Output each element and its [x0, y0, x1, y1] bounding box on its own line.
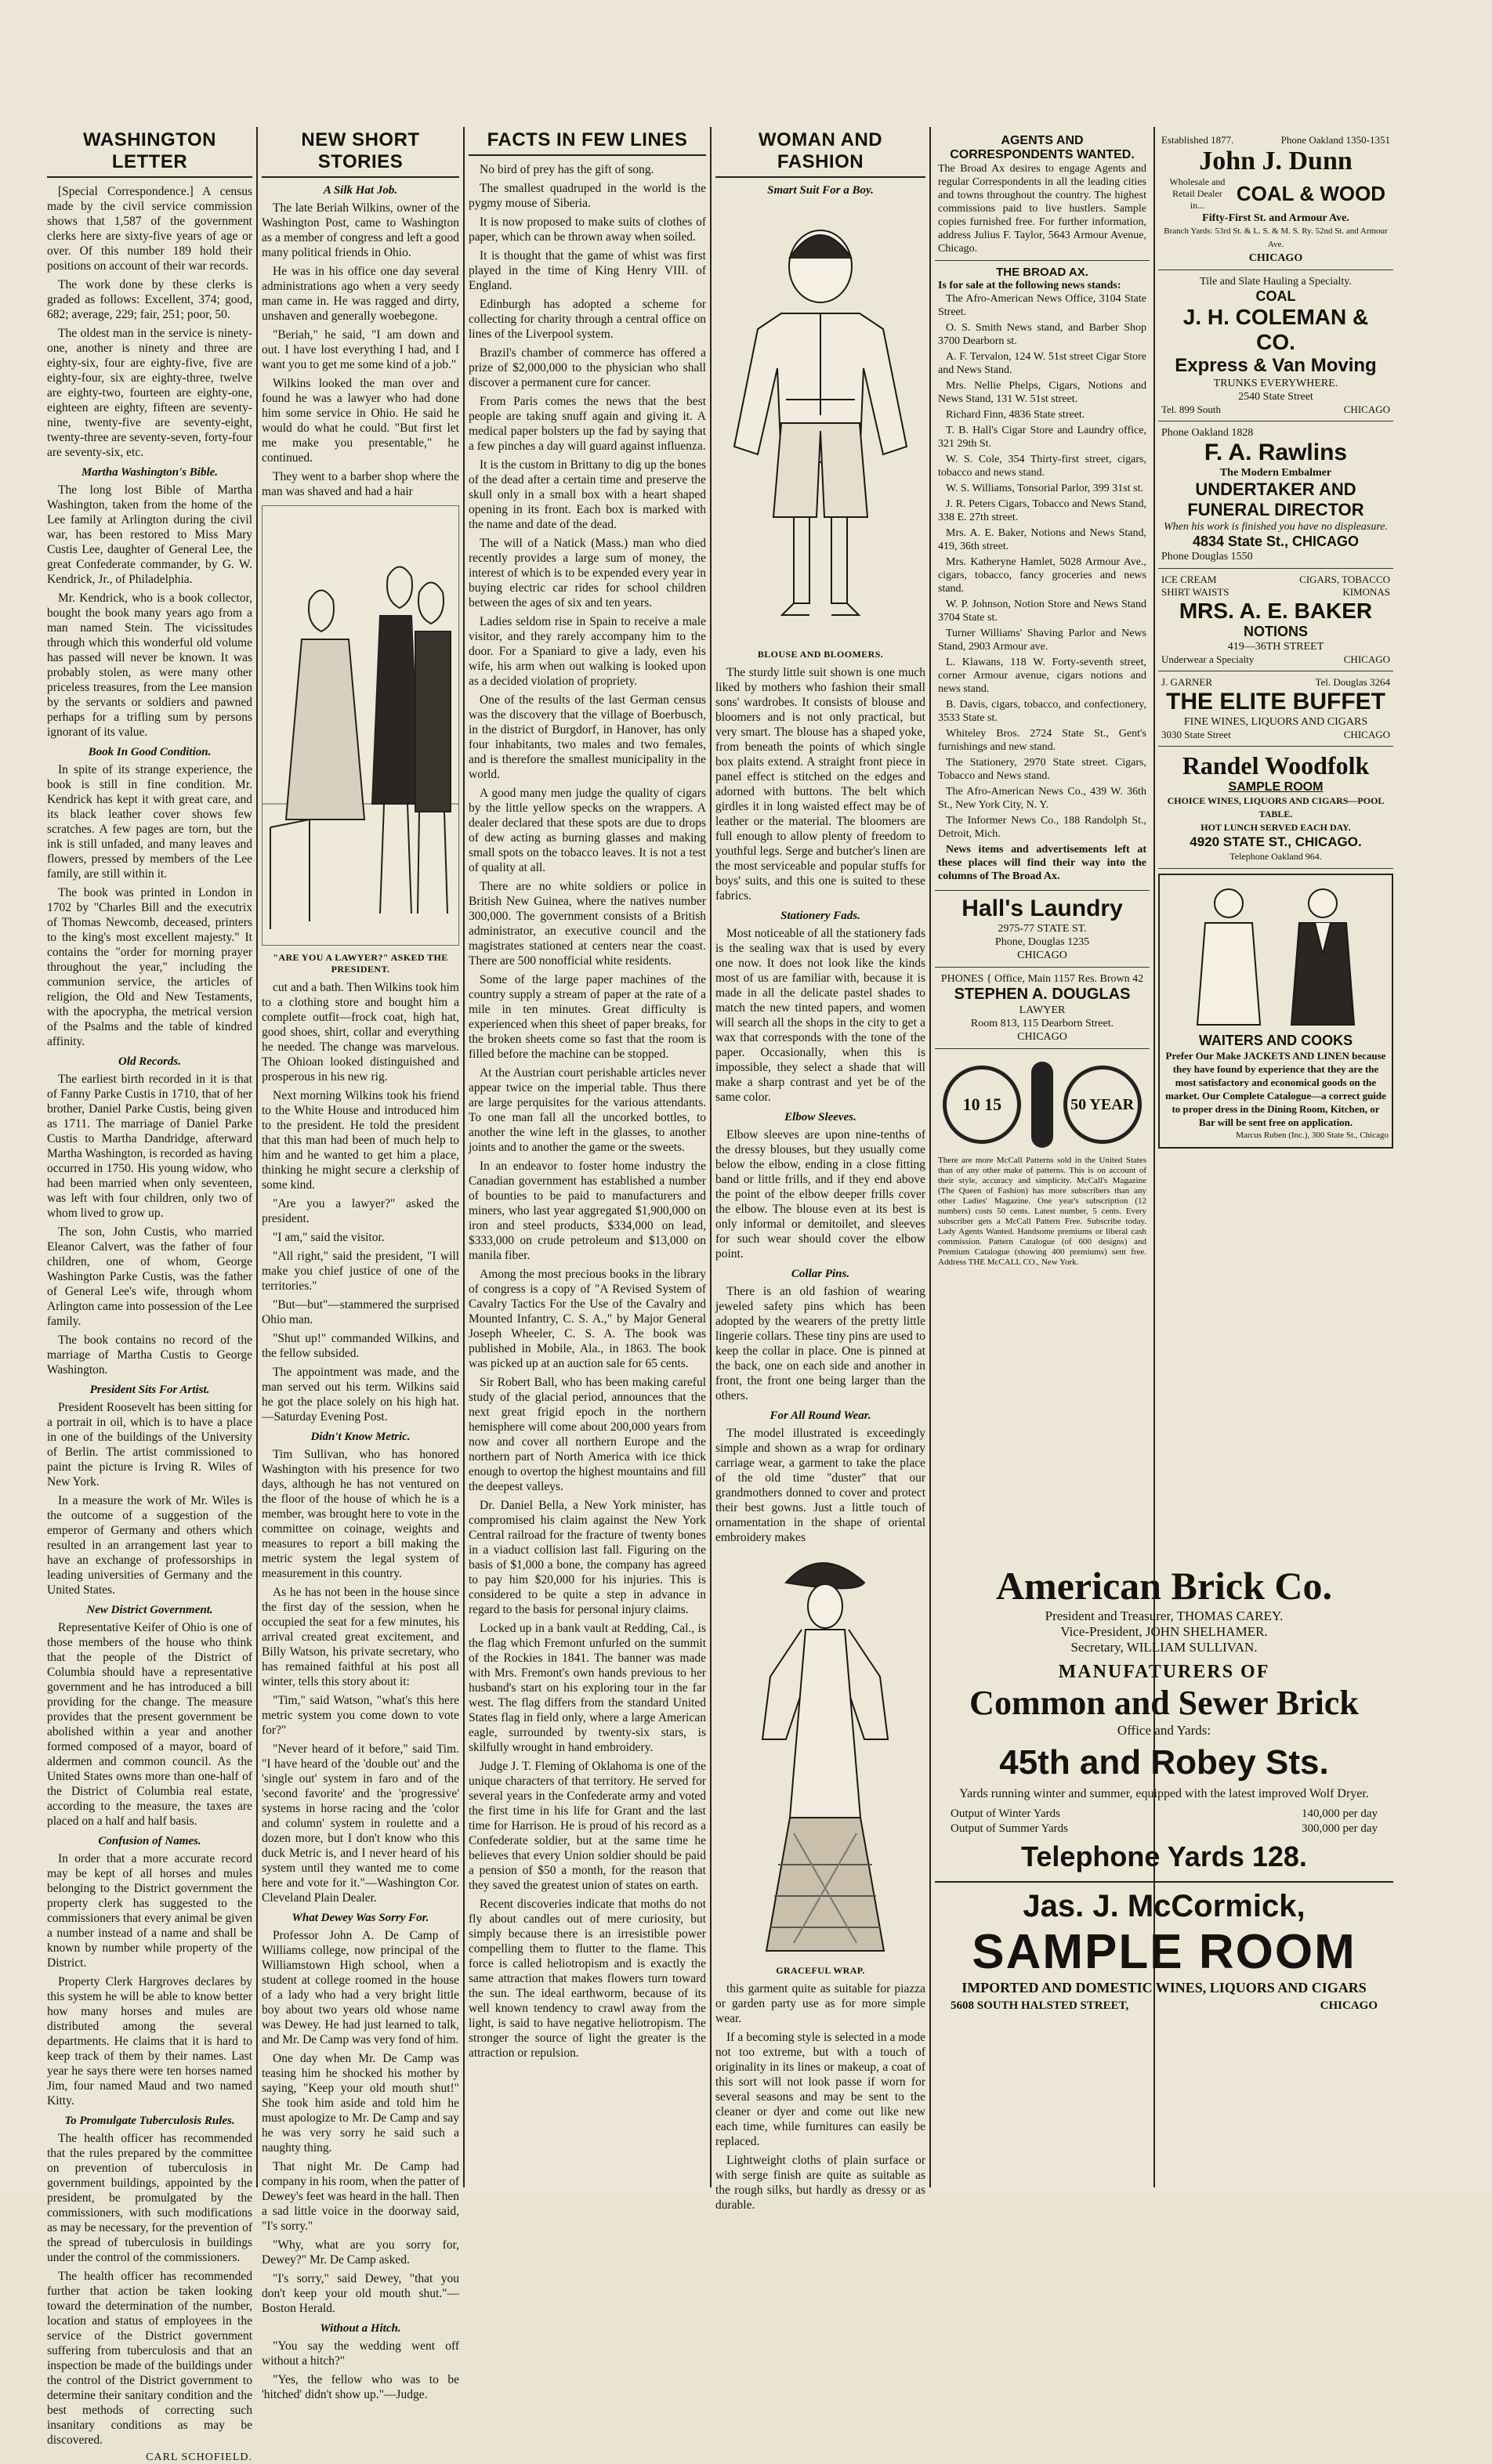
bottom-ads — [935, 1563, 1393, 2182]
halls-addr: 2975-77 STATE ST. — [998, 923, 1087, 935]
fact-paragraph: It is the custom in Brittany to dig up the bones of the dead after a certain time and preserve the skull only in a small box with a heart shaped opening in its front. Each box is marked with the name and date of the dead. — [469, 458, 706, 531]
dunn-est: Established 1877. — [1161, 134, 1234, 146]
subheading: A Silk Hat Job. — [323, 184, 398, 197]
article-paragraph: Property Clerk Hargroves declares by this system he will be able to know better how many horses and mules are distributed among the several departments. He claims that it is hard to keep track of them by their names. Last year he says there were ten horses named Jim, four named Maud and two named Kitty. — [47, 1975, 252, 2108]
illustration-boy-suit — [715, 204, 925, 642]
halls-laundry-ad — [935, 891, 1150, 968]
article-paragraph: "I am," said the visitor. — [273, 1231, 385, 1244]
woodfolk-ad — [1158, 747, 1393, 869]
waiters-text: Prefer Our Make JACKETS AND LINEN because they have found by experience that they are the most satisfactory and economical goods on the market. Our Complete Catalogue—a correct guide to proper dress in the Dining Room, Kitchen, or Bar will be sent free on application. — [1165, 1050, 1386, 1128]
rawlins-phone2: Phone Douglas 1550 — [1161, 551, 1253, 563]
subheading: Without a Hitch. — [320, 2322, 401, 2335]
subheading: Collar Pins. — [791, 1268, 850, 1280]
column-header: WOMAN AND FASHION — [715, 129, 925, 178]
fact-paragraph: Among the most precious books in the library of congress is a copy of "A Revised System of Cavalry Tactics For the Use of the Cavalry and Mounted Infantry, C. S. A.," by Major General Joseph Wheeler, C. S. A. The book was published in Mobile, Ala., in 1863. The book was picked up at an auction sale for 65 cents. — [469, 1268, 706, 1370]
agents-text: The Broad Ax desires to engage Agents and regular Correspondents in all the leading cities and towns throughout the country. The highest commissions paid to live hustlers. Sample copies furnished free. For further information, address Julius F. Taylor, 5643 Armour Avenue, Chicago. — [938, 163, 1146, 255]
stand-item: Mrs. A. E. Baker, Notions and News Stand, 419, 36th street. — [938, 527, 1146, 552]
brick-l1: President and Treasurer, THOMAS CAREY. — [1045, 1608, 1284, 1623]
men-in-office-illustration — [263, 506, 458, 945]
fact-paragraph: No bird of prey has the gift of song. — [480, 163, 654, 176]
article-paragraph: That night Mr. De Camp had company in his room, when the patter of Dewey's feet was heard in the hall. Then a sad little voice in the doorway said, "I's sorry." — [262, 2160, 459, 2233]
washington-letter-column — [47, 129, 252, 2463]
article-paragraph: As he has not been in the house since the first day of the session, when he occupied the seat for a few minutes, his arrival created great excitement, and Billy Watson, his private secretary, who has remained faithful at his post all winter, tells this story about it: — [262, 1586, 459, 1688]
fact-paragraph: The will of a Natick (Mass.) man who died recently provides a large sum of money, the interest of which is to be expended every year in buying electric car rides for school children between the ages of six and ten years. — [469, 537, 706, 610]
agents-ad — [935, 129, 1150, 261]
illustration-caption: BLOUSE AND BLOOMERS. — [757, 649, 884, 660]
article-paragraph: Elbow sleeves are upon nine-tenths of the dressy blouses, but they usually come below the elbow, ending in a close fitting band or little frills, and if they end above the point of the elbow deeper frills cover the elbow. The blouse even at its best is only informal or demitoilet, and sleeves for such wear should cover the elbow point. — [715, 1128, 925, 1261]
article-paragraph: The sturdy little suit shown is one much liked by mothers who fashion their small sons' wardrobes. It consists of blouse and bloomers and is not only practical, but very smart. The blouse has a shaped yoke, from beneath the points of which single box plaits extend. A straight front piece in panel effect is stitched on the edges and adorned with buttons. The belt which girdles it in long waisted effect may be of leather or the material. The bloomers are full enough to allow plenty of freedom to youthful legs. Serge and butcher's linen are the most serviceable and popular stuffs for boys' suits, and this one is suited to these fabrics. — [715, 666, 925, 903]
douglas-lawyer-ad — [935, 968, 1150, 1049]
article-paragraph: [Special Correspondence.] A census made by the civil service commission shows that 1,587 of the government clerks here are sixty-five years of age or over. Of this number 189 hold their positions on account of their war records. — [47, 185, 252, 273]
dunn-name: John J. Dunn — [1199, 147, 1353, 175]
article-paragraph: The book contains no record of the marriage of Martha Custis to George Washington. — [47, 1333, 252, 1377]
brick-tel: Telephone Yards 128. — [1021, 1840, 1307, 1872]
elite-buffet-ad — [1158, 671, 1393, 747]
baker-addr: 419—36TH STREET — [1227, 641, 1324, 653]
article-paragraph: Mr. Kendrick, who is a book collector, bought the book many years ago from a man named Stein. The vicissitudes through which this wonderful old volume has passed will never be known. It was probably stolen, as were many other priceless treasures, from the Lee mansion by the servants or soldiers and pawned perhaps for a trifling sum by persons ignorant of its value. — [47, 592, 252, 739]
article-paragraph: In order that a more accurate record may be kept of all horses and mules belonging to the District government the property clerk has suggested to the commissioners that every animal be given a number instead of a name and shall be known by number while property of the District. — [47, 1852, 252, 1970]
facts-column — [469, 129, 706, 2182]
baker-notions: NOTIONS — [1243, 624, 1308, 639]
mccall-ad — [935, 1049, 1150, 1272]
stand-item: W. S. Cole, 354 Thirty-first street, cigars, tobacco and news stand. — [938, 454, 1146, 479]
article-paragraph: "You say the wedding went off without a hitch?" — [262, 2339, 459, 2368]
brick-title: American Brick Co. — [995, 1564, 1333, 1608]
article-paragraph: The late Beriah Wilkins, owner of the Washington Post, came to Washington as a member of congress and left a good many political friends in Ohio. — [262, 201, 459, 259]
baker-name: MRS. A. E. BAKER — [1179, 599, 1373, 623]
article-paragraph: "But—but"—stammered the surprised Ohio man. — [262, 1298, 459, 1326]
dunn-phone: Phone Oakland 1350-1351 — [1280, 134, 1390, 146]
baker-under: Underwear a Specialty — [1161, 653, 1255, 665]
douglas-name: STEPHEN A. DOUGLAS — [954, 986, 1131, 1003]
fact-paragraph: At the Austrian court perishable articles never appear twice on the imperial table. Thus there are large perquisites for the various attendants. To one man fall all the uncorked bottles, to another the wine left in the glasses, to another joints and to another the game or the sweets. — [469, 1066, 706, 1154]
article-paragraph: The oldest man in the service is ninety-one, another is ninety and three are eighty-six, four are eighty-five, five are eighty-four, six are eighty-three, twelve are eighty-two, fourteen are eighty-one, eighteen are eighty, fifteen are seventy-nine, twenty-five are seventy-eight, twenty-three are seventy-seven, forty-four are seventy-six, etc. — [47, 327, 252, 459]
brick-addr: 45th and Robey Sts. — [999, 1743, 1329, 1782]
fact-paragraph: Brazil's chamber of commerce has offered a prize of $2,000,000 to the physician who shall discover a permanent cure for cancer. — [469, 346, 706, 389]
fact-paragraph: There are no white soldiers or police in British New Guinea, where the natives number 300,000. The government consists of a British administrator, an executive council and the magistrates stationed at centers near the coast. There are 500 nonofficial white residents. — [469, 880, 706, 968]
fact-paragraph: Judge J. T. Fleming of Oklahoma is one of the unique characters of that territory. He served for several years in the Confederate army and voted the first time in his life for Grant and the last time for Harrison. He is proud of his record as a Confederate soldier, but at the same time he believes that every Union soldier should be paid a pension of $50 a month, for the reason that they saved the greatest union of states on earth. — [469, 1760, 706, 1892]
baker-ad — [1158, 569, 1393, 671]
subheading: Stationery Fads. — [780, 910, 860, 922]
boy-in-blouse-illustration — [715, 204, 925, 642]
mccormick-ad — [935, 1883, 1393, 2013]
article-paragraph: The earliest birth recorded in it is that of Fanny Parke Custis in 1710, that of her brother, Daniel Parke Custis, being given as 1711. The marriage of Daniel Parke Custis to Martha Dandridge, afterward Martha Washington, is recorded as having occurred in 1750. His young widow, who had been married when only seventeen, was left with four children, only two of whom lived to grow up. — [47, 1073, 252, 1220]
fact-paragraph: In an endeavor to foster home industry the Canadian government has established a number of bounties to be paid to manufacturers and miners, who last year aggregated $1,900,000 on iron and steel products, $334,000 on lead, $333,000 on crude petroleum and $13,000 on manila fiber. — [469, 1160, 706, 1262]
mccall-text: There are more McCall Patterns sold in the United States than of any other make of patterns. This is on account of their style, accuracy and simplicity. McCall's Magazine (The Queen of Fashion) has more subscribers than any other Ladies' Magazine. One year's subscription (12 numbers) costs 50 cents. Latest number, 5 cents. Every subscriber gets a McCall Pattern Free. Subscribe today. Lady Agents Wanted. Handsome premiums or liberal cash commission. Pattern Catalogue (of 600 designs) and Premium Catalogue (showing 400 premiums) sent free. Address THE McCALL CO., New York. — [938, 1156, 1146, 1267]
article-paragraph: The health officer has recommended further that action be taken looking toward the determination of the number, location and status of employees in the service of the District government suffering from tuberculosis and that an inspection be made of the buildings under the control of the District government to determine their sanitary condition and the best methods of correcting such insanitary conditions as may be discovered. — [47, 2270, 252, 2447]
article-paragraph: Next morning Wilkins took his friend to the White House and introduced him to the president. He told the president that this man had been of much help to him and he wanted to get him a place, thinking he might secure a clerkship of some kind. — [262, 1089, 459, 1192]
article-paragraph: They went to a barber shop where the man was shaved and had a hair — [262, 470, 459, 498]
waiters-illustration — [1166, 880, 1385, 1029]
article-paragraph: One day when Mr. De Camp was teasing him he shocked his mother by saying, "Keep your old mouth shut!" She took him aside and told him he must apologize to Mr. De Camp and say he was very sorry he said such a naughty thing. — [262, 2052, 459, 2155]
article-paragraph: The appointment was made, and the man served out his term. Wilkins said he got the place solely on his high hat. —Saturday Evening Post. — [262, 1366, 459, 1424]
woodfolk-tel: Telephone Oakland 964. — [1229, 851, 1322, 862]
dunn-wholesale: Wholesale and Retail Dealer in... — [1169, 176, 1226, 211]
woodfolk-addr: 4920 STATE ST., CHICAGO. — [1190, 834, 1362, 849]
article-paragraph: The model illustrated is exceedingly simple and shown as a wrap for ordinary carriage wear, a garment to take the place of the old time "duster" that our grandmothers donned to cover and protect their best gowns. Just a little touch of ornamentation in the shape of oriental embroidery makes — [715, 1427, 925, 1544]
stand-item: The Informer News Co., 188 Randolph St., Detroit, Mich. — [938, 815, 1146, 840]
fact-paragraph: A good many men judge the quality of cigars by the little yellow specks on the wrappers. A dealer declared that these spots are due to drops of dew acting as burning glasses and making small spots on the tobacco leaves. It is not a test of quality at all. — [469, 787, 706, 874]
subheading: Didn't Know Metric. — [310, 1431, 411, 1443]
column-rule — [929, 127, 931, 2187]
broadax-title: THE BROAD AX. — [996, 266, 1088, 279]
article-paragraph: President Roosevelt has been sitting for a portrait in oil, which is to have a place in one of the buildings of the University of Berlin. The artist commissioned to paint the picture is Irving R. Wiles of New York. — [47, 1401, 252, 1489]
article-paragraph: cut and a bath. Then Wilkins took him to a clothing store and bought him a complete outfit—frock coat, high hat, good shoes, shirt, collar and everything he needed. The change was marvelous. The Ohioan looked distinguished and prosperous in his new rig. — [262, 981, 459, 1084]
mccormick-sub: IMPORTED AND DOMESTIC WINES, LIQUORS AND CIGARS — [961, 1980, 1367, 1995]
article-paragraph: There is an old fashion of wearing jeweled safety pins which has been adopted by the wearers of the pretty little lingerie collars. These tiny pins are used to keep the collar in place. One is pinned at the back, one on each side and another in front, the front one being larger than the others. — [715, 1285, 925, 1402]
subheading: Smart Suit For a Boy. — [767, 184, 874, 197]
fact-paragraph: Edinburgh has adopted a scheme for collecting for charity through a central office on lines of the Liverpool system. — [469, 298, 706, 341]
subheading: Martha Washington's Bible. — [81, 466, 219, 479]
rawlins-name: F. A. Rawlins — [1204, 440, 1348, 465]
baker-city: CHICAGO — [1343, 653, 1390, 665]
brick-l2: Vice-President, JOHN SHELHAMER. — [1060, 1624, 1268, 1639]
halls-city: CHICAGO — [1017, 950, 1067, 961]
subheading: Elbow Sleeves. — [784, 1111, 856, 1123]
article-paragraph: "All right," said the president, "I will make you chief justice of one of the territories." — [262, 1250, 459, 1293]
rawlins-sub: The Modern Embalmer — [1219, 467, 1332, 479]
fact-paragraph: It is now proposed to make suits of clothes of paper, which can be thrown away when soiled. — [469, 215, 706, 244]
stand-item: W. P. Johnson, Notion Store and News Stand 3704 State st. — [938, 599, 1146, 624]
article-paragraph: The son, John Custis, who married Eleanor Calvert, was the father of four children, one of whom, George Washington Parke Custis, was the father of General Lee's wife, through whom Arlington came into possession of the Lee family. — [47, 1225, 252, 1328]
subheading: Confusion of Names. — [98, 1835, 201, 1847]
rawlins-slogan: When his work is finished you have no displeasure. — [1163, 521, 1389, 533]
article-paragraph: "Tim," said Watson, "what's this here metric system you come down to vote for?" — [262, 1694, 459, 1737]
brick-out2-val: 300,000 per day — [1301, 1822, 1378, 1835]
illustration-caption: GRACEFUL WRAP. — [776, 1965, 865, 1976]
coleman-addr: 2540 State Street — [1238, 391, 1313, 403]
article-paragraph: The book was printed in London in 1702 by "Charles Bill and the executrix of Thomas Newcomb, deceased, printers to the king's most excellent majesty." It contains the "order for morning prayer throughout the year," including the communion service, the articles of religion, the Old and New Testaments, with the apocrypha, the metrical version of the Psalms and the table of kindred affinity. — [47, 886, 252, 1048]
short-stories-column — [262, 129, 459, 2401]
coleman-tel: Tel. 899 South — [1161, 403, 1222, 415]
fashion-column — [715, 129, 925, 2212]
stand-item: O. S. Smith News stand, and Barber Shop 3700 Dearborn st. — [938, 322, 1146, 347]
woman-in-wrap-illustration — [715, 1551, 925, 1959]
elite-name: THE ELITE BUFFET — [1166, 689, 1385, 715]
brick-out1-val: 140,000 per day — [1301, 1807, 1378, 1820]
article-paragraph: "Are you a lawyer?" asked the president. — [262, 1197, 459, 1225]
fact-paragraph: The smallest quadruped in the world is the pygmy mouse of Siberia. — [469, 182, 706, 210]
dunn-addr: Fifty-First St. and Armour Ave. — [1202, 212, 1349, 224]
dunn-yards: Branch Yards: 53rd St. & L. S. & M. S. Ry. 52nd St. and Armour Ave. — [1164, 226, 1388, 249]
douglas-addr: Room 813, 115 Dearborn Street. — [970, 1018, 1114, 1029]
article-paragraph: Wilkins looked the man over and found he was a lawyer who had done him some service in Ohio. He said he would do what he could. "But first let me make you presentable," he continued. — [262, 377, 459, 465]
article-paragraph: The work done by these clerks is graded as follows: Excellent, 374; good, 682; average, 229; fair, 251; poor, 50. — [47, 278, 252, 321]
rawlins-type: UNDERTAKER AND FUNERAL DIRECTOR — [1187, 479, 1364, 519]
american-brick-ad — [935, 1563, 1393, 1883]
stand-item: The Stationery, 2970 State street. Cigars, Tobacco and News stand. — [938, 757, 1146, 782]
article-paragraph: The long lost Bible of Martha Washington, taken from the home of the Lee family at Arlington during the civil war, has been restored to Miss Mary Custis Lee, daughter of General Lee, the great Confederate commander, by G. W. Kendrick, Jr., of Philadelphia. — [47, 483, 252, 586]
article-paragraph: In spite of its strange experience, the book is still in fine condition. Mr. Kendrick has kept it with great care, and its black leather cover shows few scratches. A few pages are torn, but the ink is still unfaded, and many leaves and flowers, pressed by members of the Lee family, are still within it. — [47, 763, 252, 881]
woodfolk-name: Randel Woodfolk — [1182, 751, 1370, 780]
broadax-sub: Is for sale at the following news stands: — [938, 280, 1121, 291]
column-header: FACTS IN FEW LINES — [469, 129, 706, 156]
fact-paragraph: Recent discoveries indicate that moths do not fly about candles out of mere curiosity, but simply because there is an irresistible power compelling them to flutter to the flame. This force is called heliotropism and is exactly the same attraction that makes flowers turn toward the sun. The ideal earthworm, because of its well known tendency to crawl away from the light, is said to have negative heliotropism. The stronger the source of light the greater is the attraction or repulsion. — [469, 1898, 706, 2060]
fact-paragraph: Some of the large paper machines of the country supply a stream of paper at the rate of a mile in ten minutes. Great difficulty is experienced when this sheet of paper breaks, for the broken sheets come so fast that the room is filled before the machine can be stopped. — [469, 973, 706, 1061]
fact-paragraph: It is thought that the game of whist was first played in the time of King Henry VIII. of England. — [469, 249, 706, 292]
stand-item: Turner Williams' Shaving Parlor and News Stand, 2903 Armour ave. — [938, 628, 1146, 653]
woodfolk-l1: CHOICE WINES, LIQUORS AND CIGARS—POOL TABLE. — [1167, 795, 1385, 820]
elite-city: CHICAGO — [1343, 729, 1390, 740]
ads-column — [1158, 129, 1393, 1563]
woodfolk-type: SAMPLE ROOM — [1228, 780, 1324, 794]
fact-paragraph: From Paris comes the news that the best people are taking snuff again and giving it. A medical paper bolsters up the fad by saying that a few pinches a day will guard against influenza. — [469, 395, 706, 453]
article-paragraph: this garment quite as suitable for piazza or garden party use as for more simple wear. — [715, 1982, 925, 2025]
coleman-type: Express & Van Moving — [1175, 355, 1377, 376]
stand-item: Mrs. Nellie Phelps, Cigars, Notions and News Stand, 131 W. 51st street. — [938, 380, 1146, 405]
illustration-caption: "ARE YOU A LAWYER?" ASKED THE PRESIDENT. — [273, 952, 448, 975]
subheading: New District Government. — [86, 1604, 213, 1616]
stand-item: A. F. Tervalon, 124 W. 51st street Cigar Store and News Stand. — [938, 351, 1146, 376]
dunn-city: CHICAGO — [1248, 252, 1303, 264]
subheading: President Sits For Artist. — [89, 1384, 210, 1396]
stand-item: The Afro-American News Co., 439 W. 36th St., New York City, N. Y. — [938, 786, 1146, 811]
article-paragraph: Representative Keifer of Ohio is one of those members of the house who think that the people of the District of Columbia should have a representative government and he has introduced a bill providing for the change. The measure provides that the present government be abolished within a year and another formed composed of a mayor, board of aldermen and common council. As the United States owns more than one-half of the District of Columbia real estate, according to the measure, the taxes are placed on a half and half basis. — [47, 1621, 252, 1828]
elite-sub: FINE WINES, LIQUORS AND CIGARS — [1183, 716, 1368, 728]
stand-item: The Afro-American News Office, 3104 State Street. — [938, 293, 1146, 318]
article-paragraph: Tim Sullivan, who has honored Washington with his presence for two days, although he has not ventured on the floor of the house of which he is a member, was brought here to vote in the committee on coinage, weights and measures to report a bill making the metric system the legal system of measurement in this country. — [262, 1448, 459, 1580]
coleman-city: CHICAGO — [1343, 403, 1390, 415]
coleman-top: Tile and Slate Hauling a Specialty. — [1200, 276, 1352, 288]
article-paragraph: Lightweight cloths of plain surface or with serge finish are quite as suitable as the rough silks, but hardly as dressy or as durable. — [715, 2154, 925, 2212]
stand-item: Whiteley Bros. 2724 State St., Gent's furnishings and new stand. — [938, 728, 1146, 753]
article-paragraph: The health officer has recommended that the rules prepared by the committee on prevention of tuberculosis in government buildings, appointed by the president, be promulgated by the commissioners, with such modifications as may be necessary, for the prevention of the spread of tuberculosis in buildings under the control of the commissioners. — [47, 2132, 252, 2264]
column-header: NEW SHORT STORIES — [262, 129, 459, 178]
stand-item: T. B. Hall's Cigar Store and Laundry office, 321 29th St. — [938, 425, 1146, 450]
column-header: WASHINGTON LETTER — [47, 129, 252, 178]
coleman-coal: COAL — [1255, 288, 1296, 304]
brick-l3: Secretary, WILLIAM SULLIVAN. — [1070, 1640, 1258, 1655]
baker-r1: CIGARS, TOBACCO — [1299, 573, 1390, 585]
waiters-title: WAITERS AND COOKS — [1198, 1033, 1353, 1048]
article-paragraph: Professor John A. De Camp of Williams college, now principal of the Williamstown High school, when a student at college roomed in the house of a lady who had a very bright little boy about two years old whose name was Dewey. He had just learned to talk, and Mr. De Camp was very fond of him. — [262, 1929, 459, 2046]
illustration-wrap — [715, 1551, 925, 1959]
fact-paragraph: Sir Robert Ball, who has been making careful study of the glacial period, announces that the next great frigid epoch in the northern hemisphere will come about 200,000 years from now and cover all northern Europe and the northern part of North America with ice thick enough to overtop the highest mountains and fill the deepest valleys. — [469, 1376, 706, 1493]
rawlins-addr: 4834 State St., CHICAGO — [1192, 534, 1360, 549]
halls-title: Hall's Laundry — [961, 896, 1123, 921]
agents-title: AGENTS AND CORRESPONDENTS WANTED. — [950, 134, 1135, 161]
mccormick-city: CHICAGO — [1320, 1999, 1378, 2012]
brick-office: Office and Yards: — [1117, 1723, 1211, 1738]
douglas-city: CHICAGO — [1017, 1031, 1067, 1043]
stand-item: W. S. Williams, Tonsorial Parlor, 399 31st st. — [946, 483, 1143, 494]
waiters-ad — [1158, 874, 1393, 1149]
dunn-coal: COAL & WOOD — [1236, 182, 1386, 205]
article-paragraph: "Never heard of it before," said Tim. "I have heard of the 'double out' and the 'single out' system in faro and of the 'second favorite' and the 'progressive' systems in horse racing and the 'color and column' system in roulette and a dozen more, but I don't know who this duck Metric is, and I never heard of his system until they wanted me to come here and vote for it."—Washington Cor. Cleveland Plain Dealer. — [262, 1742, 459, 1905]
subheading: What Dewey Was Sorry For. — [292, 1912, 429, 1924]
mccormick-addr: 5608 SOUTH HALSTED STREET, — [951, 1999, 1129, 2012]
mccall-emblem — [1031, 1062, 1053, 1148]
douglas-phones: PHONES { Office, Main 1157 Res. Brown 42 — [940, 973, 1144, 985]
douglas-role: LAWYER — [1019, 1004, 1066, 1016]
baker-r2: KIMONAS — [1342, 586, 1390, 598]
coleman-ad — [1158, 270, 1393, 422]
broadax-stands — [935, 261, 1150, 891]
article-paragraph: "Yes, the fellow who was to be 'hitched' didn't show up."—Judge. — [262, 2373, 459, 2401]
fact-paragraph: Ladies seldom rise in Spain to receive a male visitor, and they rarely accompany him to the door. For a Spaniard to give a lady, even his wife, his arm when out walking is looked upon as a decided violation of propriety. — [469, 615, 706, 688]
column-rule — [710, 127, 712, 2187]
article-paragraph: In a measure the work of Mr. Wiles is the outcome of a suggestion of the emperor of Germany and others which resulted in an arrangement last year to have an exchange of professorships in leading universities of Germany and the United States. — [47, 1494, 252, 1597]
elite-garner: J. GARNER — [1161, 676, 1213, 688]
mccormick-type: SAMPLE ROOM — [972, 1925, 1356, 1979]
elite-addr: 3030 State Street — [1161, 729, 1231, 740]
stand-item: B. Davis, cigars, tobacco, and confectionery, 3533 State st. — [938, 699, 1146, 724]
mccall-badge-right: 50 YEAR — [1063, 1066, 1142, 1144]
woodfolk-l2: HOT LUNCH SERVED EACH DAY. — [1200, 822, 1351, 833]
subheading: Book In Good Condition. — [88, 746, 212, 758]
article-paragraph: If a becoming style is selected in a mode not too extreme, but with a touch of originality in its lines or makeup, a coat of this sort will not look passe if worn for several seasons and may be sent to the cleaner or dyer and come out like new each time, while furnitures can easily be replaced. — [715, 2031, 925, 2148]
article-paragraph: "Shut up!" commanded Wilkins, and the fellow subsided. — [262, 1332, 459, 1360]
stand-item: Richard Finn, 4836 State street. — [946, 409, 1085, 421]
halls-phone: Phone, Douglas 1235 — [994, 936, 1090, 948]
stand-item: J. R. Peters Cigars, Tobacco and News Stand, 338 E. 27th street. — [938, 498, 1146, 523]
brick-out2-label: Output of Summer Yards — [951, 1822, 1069, 1835]
subheading: Old Records. — [118, 1055, 181, 1068]
column-rule — [256, 127, 258, 2187]
stand-item: Mrs. Katheryne Hamlet, 5028 Armour Ave., cigars, tobacco, fancy groceries and news stand. — [938, 556, 1146, 595]
coleman-trunks: TRUNKS EVERYWHERE. — [1213, 378, 1338, 389]
waiters-sig: Marcus Ruben (Inc.), 300 State St., Chicago — [1236, 1131, 1389, 1140]
article-paragraph: "Beriah," he said, "I am down and out. I have lost everything I had, and I want you to get me some kind of a job." — [262, 328, 459, 371]
stand-item: L. Klawans, 118 W. Forty-seventh street, corner Armour avenue, cigars notions and news stand. — [938, 657, 1146, 695]
baker-l2: SHIRT WAISTS — [1161, 586, 1229, 598]
article-paragraph: "I's sorry," said Dewey, "that you don't keep your old mouth shut."—Boston Herald. — [262, 2272, 459, 2315]
fact-paragraph: Dr. Daniel Bella, a New York minister, has compromised his claim against the New York Central railroad for the fracture of twenty bones in a viaduct collision last fall. Figuring on the basis of $1,000 a bone, the company has agreed to pay him $20,000 for his injuries. This is considered to be quite a step in advance in regard to the basis for personal injury claims. — [469, 1499, 706, 1616]
mccall-badge-left: 10 15 — [943, 1066, 1021, 1144]
rawlins-ad — [1158, 422, 1393, 569]
fact-paragraph: One of the results of the last German census was the discovery that the village of Boerbusch, in the district of Burgdorf, in Hanover, has only four inhabitants, two males and two females, and is therefore the smallest municipality in the world. — [469, 693, 706, 781]
fact-paragraph: Locked up in a bank vault at Redding, Cal., is the flag which Fremont unfurled on the summit of the Rockies in 1841. The banner was made with Mrs. Fremont's own hands previous to her husband's start on his exploring tour in the far west. The flag differs from the standard United States flag in field only, where a large American eagle, surrounded by twenty-six stars, is skilfully wrought in hand embroidery. — [469, 1622, 706, 1754]
article-paragraph: He was in his office one day several administrations ago when a very seedy man came in. He was ragged and dirty, unshaven and generally woebegone. — [262, 265, 459, 323]
brick-manu: MANUFATURERS OF — [1058, 1662, 1270, 1682]
article-paragraph: Most noticeable of all the stationery fads is the sealing wax that is used by every one now. It does not look like the kinds most of us are familiar with, because it is made in all the delicate pastel shades to match the new tinted papers, and women will search all the shops in the city to get a wax that corresponds with the tone of the paper. Occasionally, when this is impossible, they select a shade that will make a sharp contrast and yet be of the same color. — [715, 927, 925, 1104]
brick-product: Common and Sewer Brick — [969, 1684, 1359, 1722]
brick-out1-label: Output of Winter Yards — [951, 1807, 1060, 1820]
column-rule — [463, 127, 465, 2187]
elite-tel: Tel. Douglas 3264 — [1315, 676, 1390, 688]
illustration-lawyer — [262, 505, 459, 946]
mccormick-name: Jas. J. McCormick, — [1023, 1889, 1306, 1923]
subheading: To Promulgate Tuberculosis Rules. — [64, 2115, 235, 2127]
stand-item: News items and advertisements left at these places will find their way into the columns of The Broad Ax. — [938, 844, 1146, 882]
agents-column — [935, 129, 1150, 1563]
baker-l1: ICE CREAM — [1161, 573, 1217, 585]
rawlins-phone: Phone Oakland 1828 — [1161, 427, 1254, 439]
dunn-coal-ad — [1158, 129, 1393, 270]
subheading: For All Round Wear. — [770, 1409, 871, 1422]
byline: CARL SCHOFIELD. — [146, 2451, 252, 2463]
article-paragraph: "Why, what are you sorry for, Dewey?" Mr. De Camp asked. — [262, 2238, 459, 2267]
brick-yards: Yards running winter and summer, equipped with the latest improved Wolf Dryer. — [959, 1787, 1369, 1800]
coleman-name: J. H. COLEMAN & CO. — [1182, 305, 1369, 354]
